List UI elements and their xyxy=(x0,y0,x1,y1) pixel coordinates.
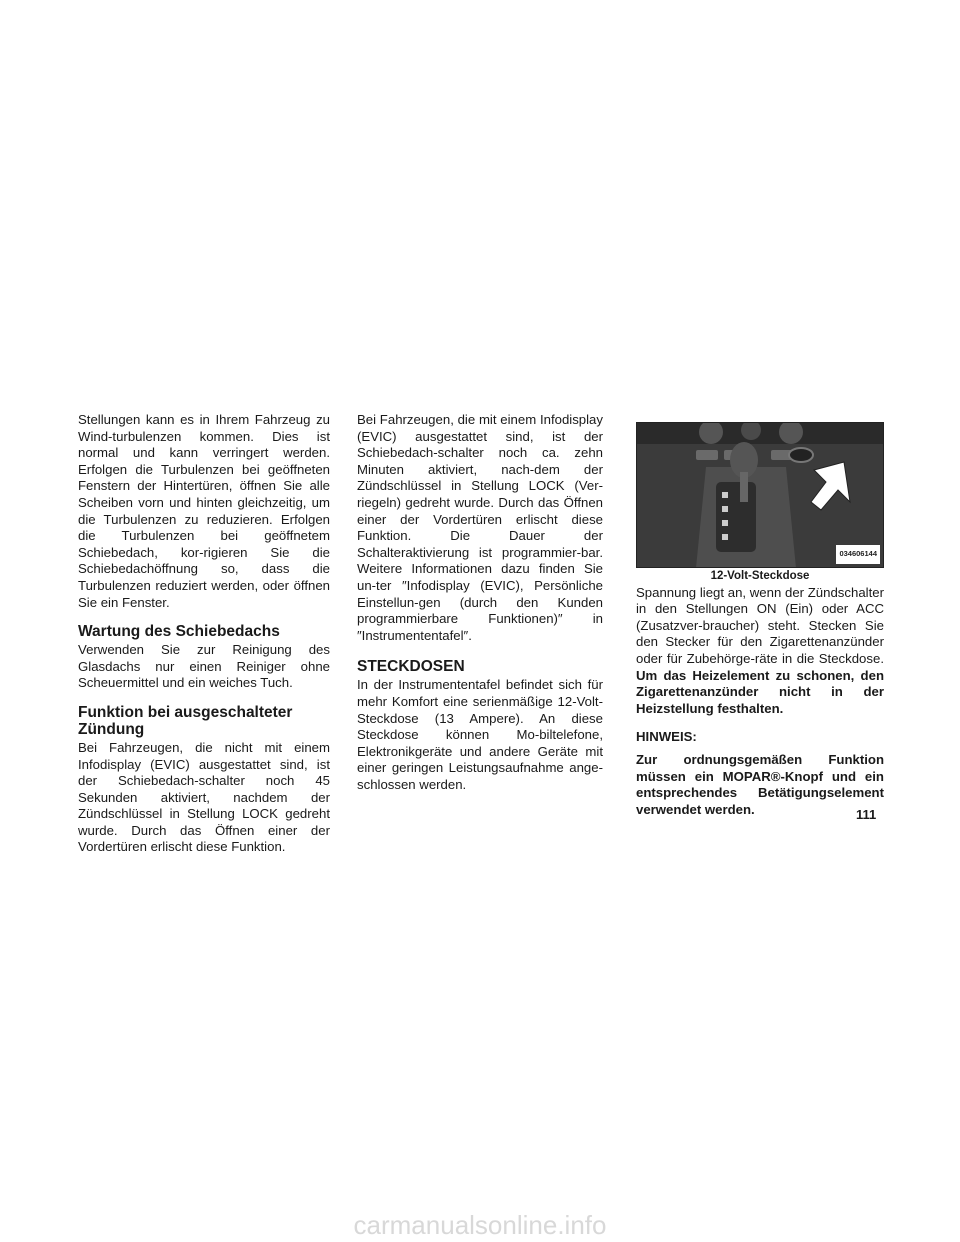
column-left xyxy=(78,412,330,856)
paragraph-text: Spannung liegt an, wenn der Zündschalter in den Stellungen ON (Ein) oder ACC (Zusatzver-braucher) steht. Stecken Sie den Stecker für den Zigarettenanzünder oder für Zubehörge-räte in die Steckdose. xyxy=(636,584,884,666)
paragraph xyxy=(636,585,884,718)
column-right xyxy=(636,412,884,818)
paragraph: Verwenden Sie zur Reinigung des Glasdachs nur einen Reiniger ohne Scheuermittel und ein weiches Tuch. xyxy=(78,642,330,691)
section-heading: Wartung des Schiebedachs xyxy=(78,623,280,641)
paragraph: In der Instrumententafel befindet sich für mehr Komfort eine serienmäßige 12-Volt-Steckdose (13 Ampere). An diese Steckdose können Mo-biltelefone, Elektronikgeräte und andere Geräte mit einer geringen Leistungsaufnahme ange-schlossen werden. xyxy=(357,677,603,792)
photo-caption: 12-Volt-Steckdose xyxy=(710,570,810,582)
page-number: 111 xyxy=(856,807,877,822)
paragraph: Bei Fahrzeugen, die nicht mit einem Infodisplay (EVIC) ausgestattet sind, ist der Schiebedach-schalter noch 45 Sekunden aktiviert, nachdem der Zündschlüssel in Stellung LOCK gedreht wurde. Durch das Öffnen einer der Vordertüren erlischt diese Funktion. xyxy=(78,739,330,855)
section-heading: STECKDOSEN xyxy=(357,658,465,676)
power-outlet-photo xyxy=(636,422,884,568)
paragraph-bold-text: Um das Heizelement zu schonen, den Zigarettenanzünder nicht in der Heizstellung festhalten. xyxy=(636,667,884,716)
paragraph: Stellungen kann es in Ihrem Fahrzeug zu Wind-turbulenzen kommen. Dies ist normal und kann verringert werden. Erfolgen die Turbulenzen bei geöffneten Fenstern der Hintertüren, öffnen Sie alle Scheiben vorn und hinten gleichzeitig, um die Turbulenzen zu reduzieren. Erfolgen die Turbulenzen bei geöffnetem Schiebedach, kor-rigieren Sie die Schiebedachöffnung so, dass die Turbulenzen reduziert werden, oder öffnen Sie ein Fenster. xyxy=(78,412,330,610)
note-title: HINWEIS: xyxy=(636,729,697,745)
note-body: Zur ordnungsgemäßen Funktion müssen ein MOPAR®-Knopf und ein entsprechendes Betätigungselement verwendet werden. xyxy=(636,751,884,817)
paragraph: Bei Fahrzeugen, die mit einem Infodisplay (EVIC) ausgestattet sind, ist der Schiebedach-schalter noch ca. zehn Minuten aktiviert, nach-dem der Zündschlüssel in Stellung LOCK (Ver-riegeln) gedreht wurde. Durch das Öffnen einer der Vordertüren erlischt diese Funktion. Die Dauer der Schalteraktivierung ist programmier-bar. Weitere Informationen dazu finden Sie un-ter ″Infodisplay (EVIC), Persönliche Einstellun-gen (durch den Kunden programmierbare Funktionen)″ in ″Instrumententafel″. xyxy=(357,412,603,643)
section-heading: Funktion bei ausgeschalteter Zündung xyxy=(78,703,293,738)
column-middle xyxy=(357,412,603,793)
photo-code: 034606144 xyxy=(836,545,880,564)
footer-watermark: carmanualsonline.info xyxy=(353,1210,607,1240)
